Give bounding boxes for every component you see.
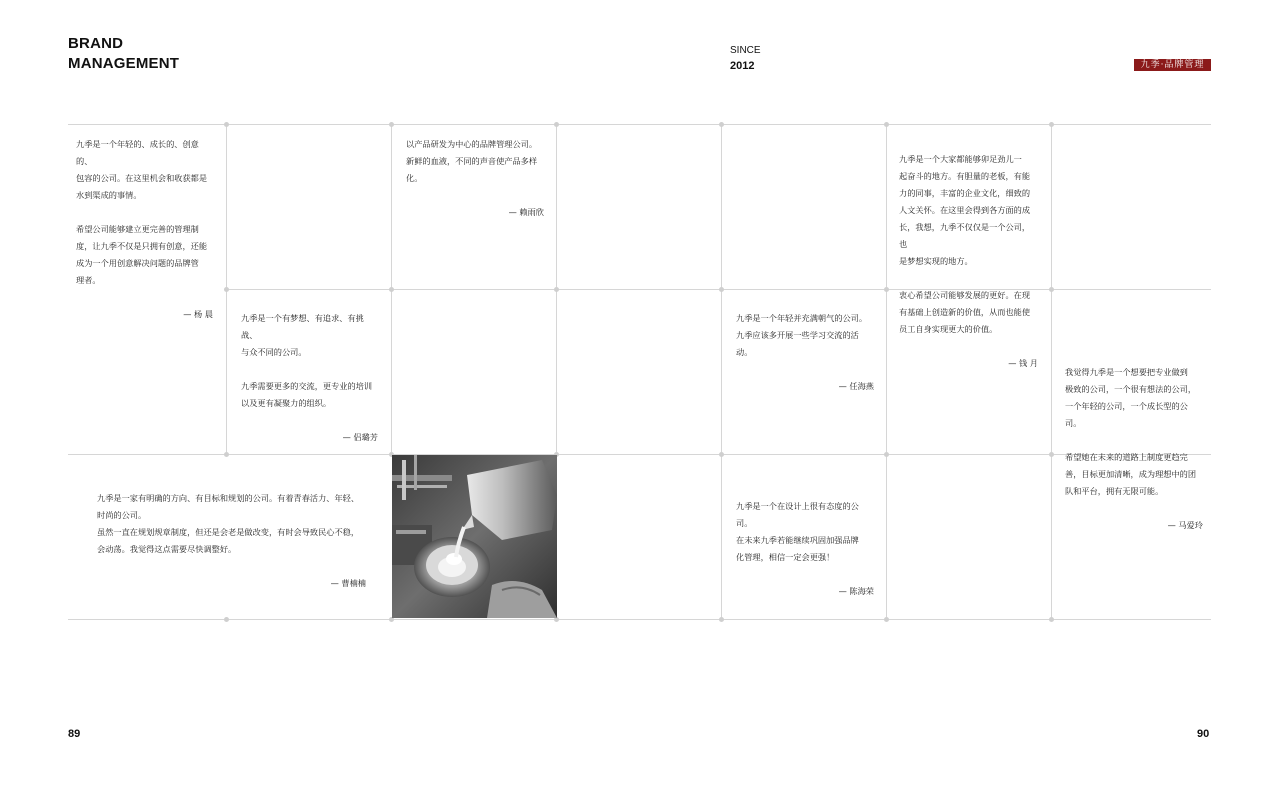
quote-author: — 陈海荣 (838, 586, 874, 596)
quote-author: — 马爱玲 (1167, 520, 1203, 530)
quote-text: 九季是一个在设计上很有态度的公司。 在未来九季若能继续巩固加强品牌 化管理，相信一定会更强！ (736, 501, 859, 562)
quote-qian (899, 151, 1038, 372)
grid-dot (719, 617, 724, 622)
grid-line (1051, 124, 1052, 619)
grid-dot (554, 287, 559, 292)
grid-line (721, 124, 722, 619)
quote-ren (736, 310, 874, 395)
quote-text: 九季是一个大家都能够卯足劲儿一 起奋斗的地方。有胆量的老板，有能 力的同事，丰富的企业文化，细致的 人文关怀。在这里会得到各方面的成 长，我想，九季不仅仅是一个公司，也 是梦想实现的地方。 (899, 154, 1031, 266)
grid-dot (884, 122, 889, 127)
quote-text: 九季是一家有明确的方向、有目标和规划的公司。有着青春活力、年轻、 时尚的公司。 虽然一直在规划规章制度，但还是会老是做改变，有时会导致民心不稳， 会动荡。我觉得这点需要尽快调整好。 (97, 493, 360, 554)
grid-dot (884, 287, 889, 292)
quote-text: 希望公司能够建立更完善的管理制 度，让九季不仅是只拥有创意，还能 成为一个用创意解决问题的品牌管 理者。 (76, 224, 208, 285)
brand-title-line2: MANAGEMENT (68, 55, 180, 72)
quote-author: — 赖雨欣 (508, 207, 544, 217)
since-label: SINCE (730, 45, 761, 56)
grid-dot (719, 287, 724, 292)
quote-author: — 杨 晨 (183, 309, 213, 319)
quote-chen (736, 498, 874, 600)
quote-text: 以产品研发为中心的品牌管理公司。 新鲜的血液，不同的声音使产品多样 化。 (406, 139, 538, 183)
latte-art-photo (392, 455, 557, 618)
grid-dot (554, 122, 559, 127)
grid-line (68, 619, 1211, 620)
page-number-right: 90 (1197, 728, 1210, 740)
grid-line (886, 124, 887, 619)
grid-dot (224, 617, 229, 622)
grid-dot (719, 122, 724, 127)
quote-author: — 任海燕 (838, 381, 874, 391)
quote-cao (97, 490, 366, 592)
grid-dot (884, 617, 889, 622)
quote-text: 九季是一个年轻并充满朝气的公司。 九季应该多开展一些学习交流的活动。 (736, 313, 868, 357)
quote-lai (406, 136, 544, 221)
latte-art-illustration (392, 455, 557, 618)
brand-tag: 九季·品牌管理 (1134, 59, 1211, 71)
quote-lv (241, 310, 378, 446)
grid-dot (1049, 617, 1054, 622)
since-year: 2012 (730, 60, 755, 72)
grid-dot (389, 287, 394, 292)
quote-text: 衷心希望公司能够发展的更好。在现 有基础上创造新的价值，从而也能使 员工自身实现更大的价值。 (899, 290, 1031, 334)
grid-dot (1049, 122, 1054, 127)
grid-dot (1049, 452, 1054, 457)
quote-author: — 曹楠楠 (330, 578, 366, 588)
grid-dot (1049, 287, 1054, 292)
quote-text: 九季需要更多的交流，更专业的培训 以及更有凝聚力的组织。 (241, 381, 373, 408)
quote-text: 九季是一个有梦想、有追求、有挑战、 与众不同的公司。 (241, 313, 364, 357)
grid-dot (224, 452, 229, 457)
quote-text: 我觉得九季是一个想要把专业做到 极致的公司，一个很有想法的公司， 一个年轻的公司，一个成长型的公 司。 (1065, 367, 1197, 428)
page-number-left: 89 (68, 728, 81, 740)
quote-yang (76, 136, 213, 323)
grid-line (68, 124, 1211, 125)
grid-line (68, 454, 1211, 455)
grid-dot (884, 452, 889, 457)
quote-author: — 侣璐芳 (342, 432, 378, 442)
brand-title-line1: BRAND (68, 35, 124, 52)
grid-dot (719, 452, 724, 457)
quote-author: — 钱 月 (1008, 358, 1038, 368)
quote-ma (1065, 364, 1203, 534)
grid-dot (224, 122, 229, 127)
grid-dot (389, 122, 394, 127)
grid-dot (224, 287, 229, 292)
quote-text: 九季是一个年轻的、成长的、创意的、 包容的公司。在这里机会和收获都是 水到渠成的事情。 (76, 139, 208, 200)
quote-text: 希望她在未来的道路上制度更趋完 善，目标更加清晰，成为理想中的团 队和平台，拥有无限可能。 (1065, 452, 1197, 496)
